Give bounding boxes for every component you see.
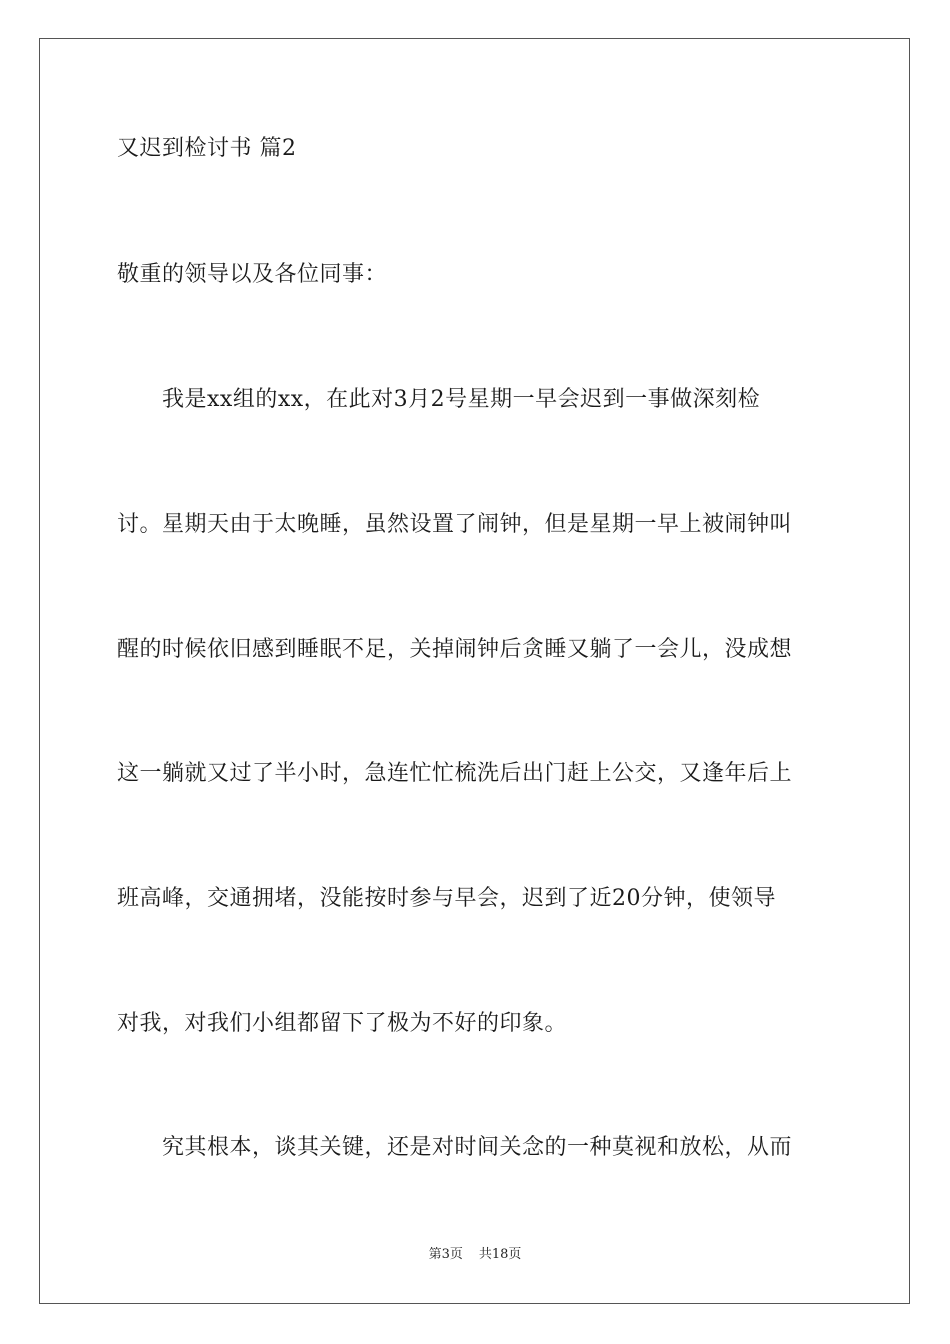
paragraph-line: 我是xx组的xx，在此对3月2号星期一早会迟到一事做深刻检 [162, 387, 761, 412]
paragraph-line: 这一躺就又过了半小时，急连忙忙梳洗后出门赶上公交，又逢年后上 [117, 761, 793, 786]
paragraph-line: 醒的时候依旧感到睡眠不足，关掉闹钟后贪睡又躺了一会儿，没成想 [117, 637, 793, 662]
paragraph-line: 讨。星期天由于太晚睡，虽然设置了闹钟，但是星期一早上被闹钟叫 [117, 512, 793, 537]
paragraph-line: 究其根本，谈其关键，还是对时间关念的一种莫视和放松，从而 [162, 1135, 793, 1160]
salutation: 敬重的领导以及各位同事： [117, 262, 388, 287]
page-number: 第3页 [428, 1247, 463, 1262]
page-total: 共18页 [478, 1247, 522, 1262]
page-footer [0, 1246, 950, 1264]
page-border [39, 38, 910, 1304]
paragraph-line: 班高峰，交通拥堵，没能按时参与早会，迟到了近20分钟，使领导 [117, 886, 776, 911]
paragraph-line: 对我，对我们小组都留下了极为不好的印象。 [117, 1011, 568, 1036]
document-title: 又迟到检讨书 篇2 [117, 136, 297, 161]
